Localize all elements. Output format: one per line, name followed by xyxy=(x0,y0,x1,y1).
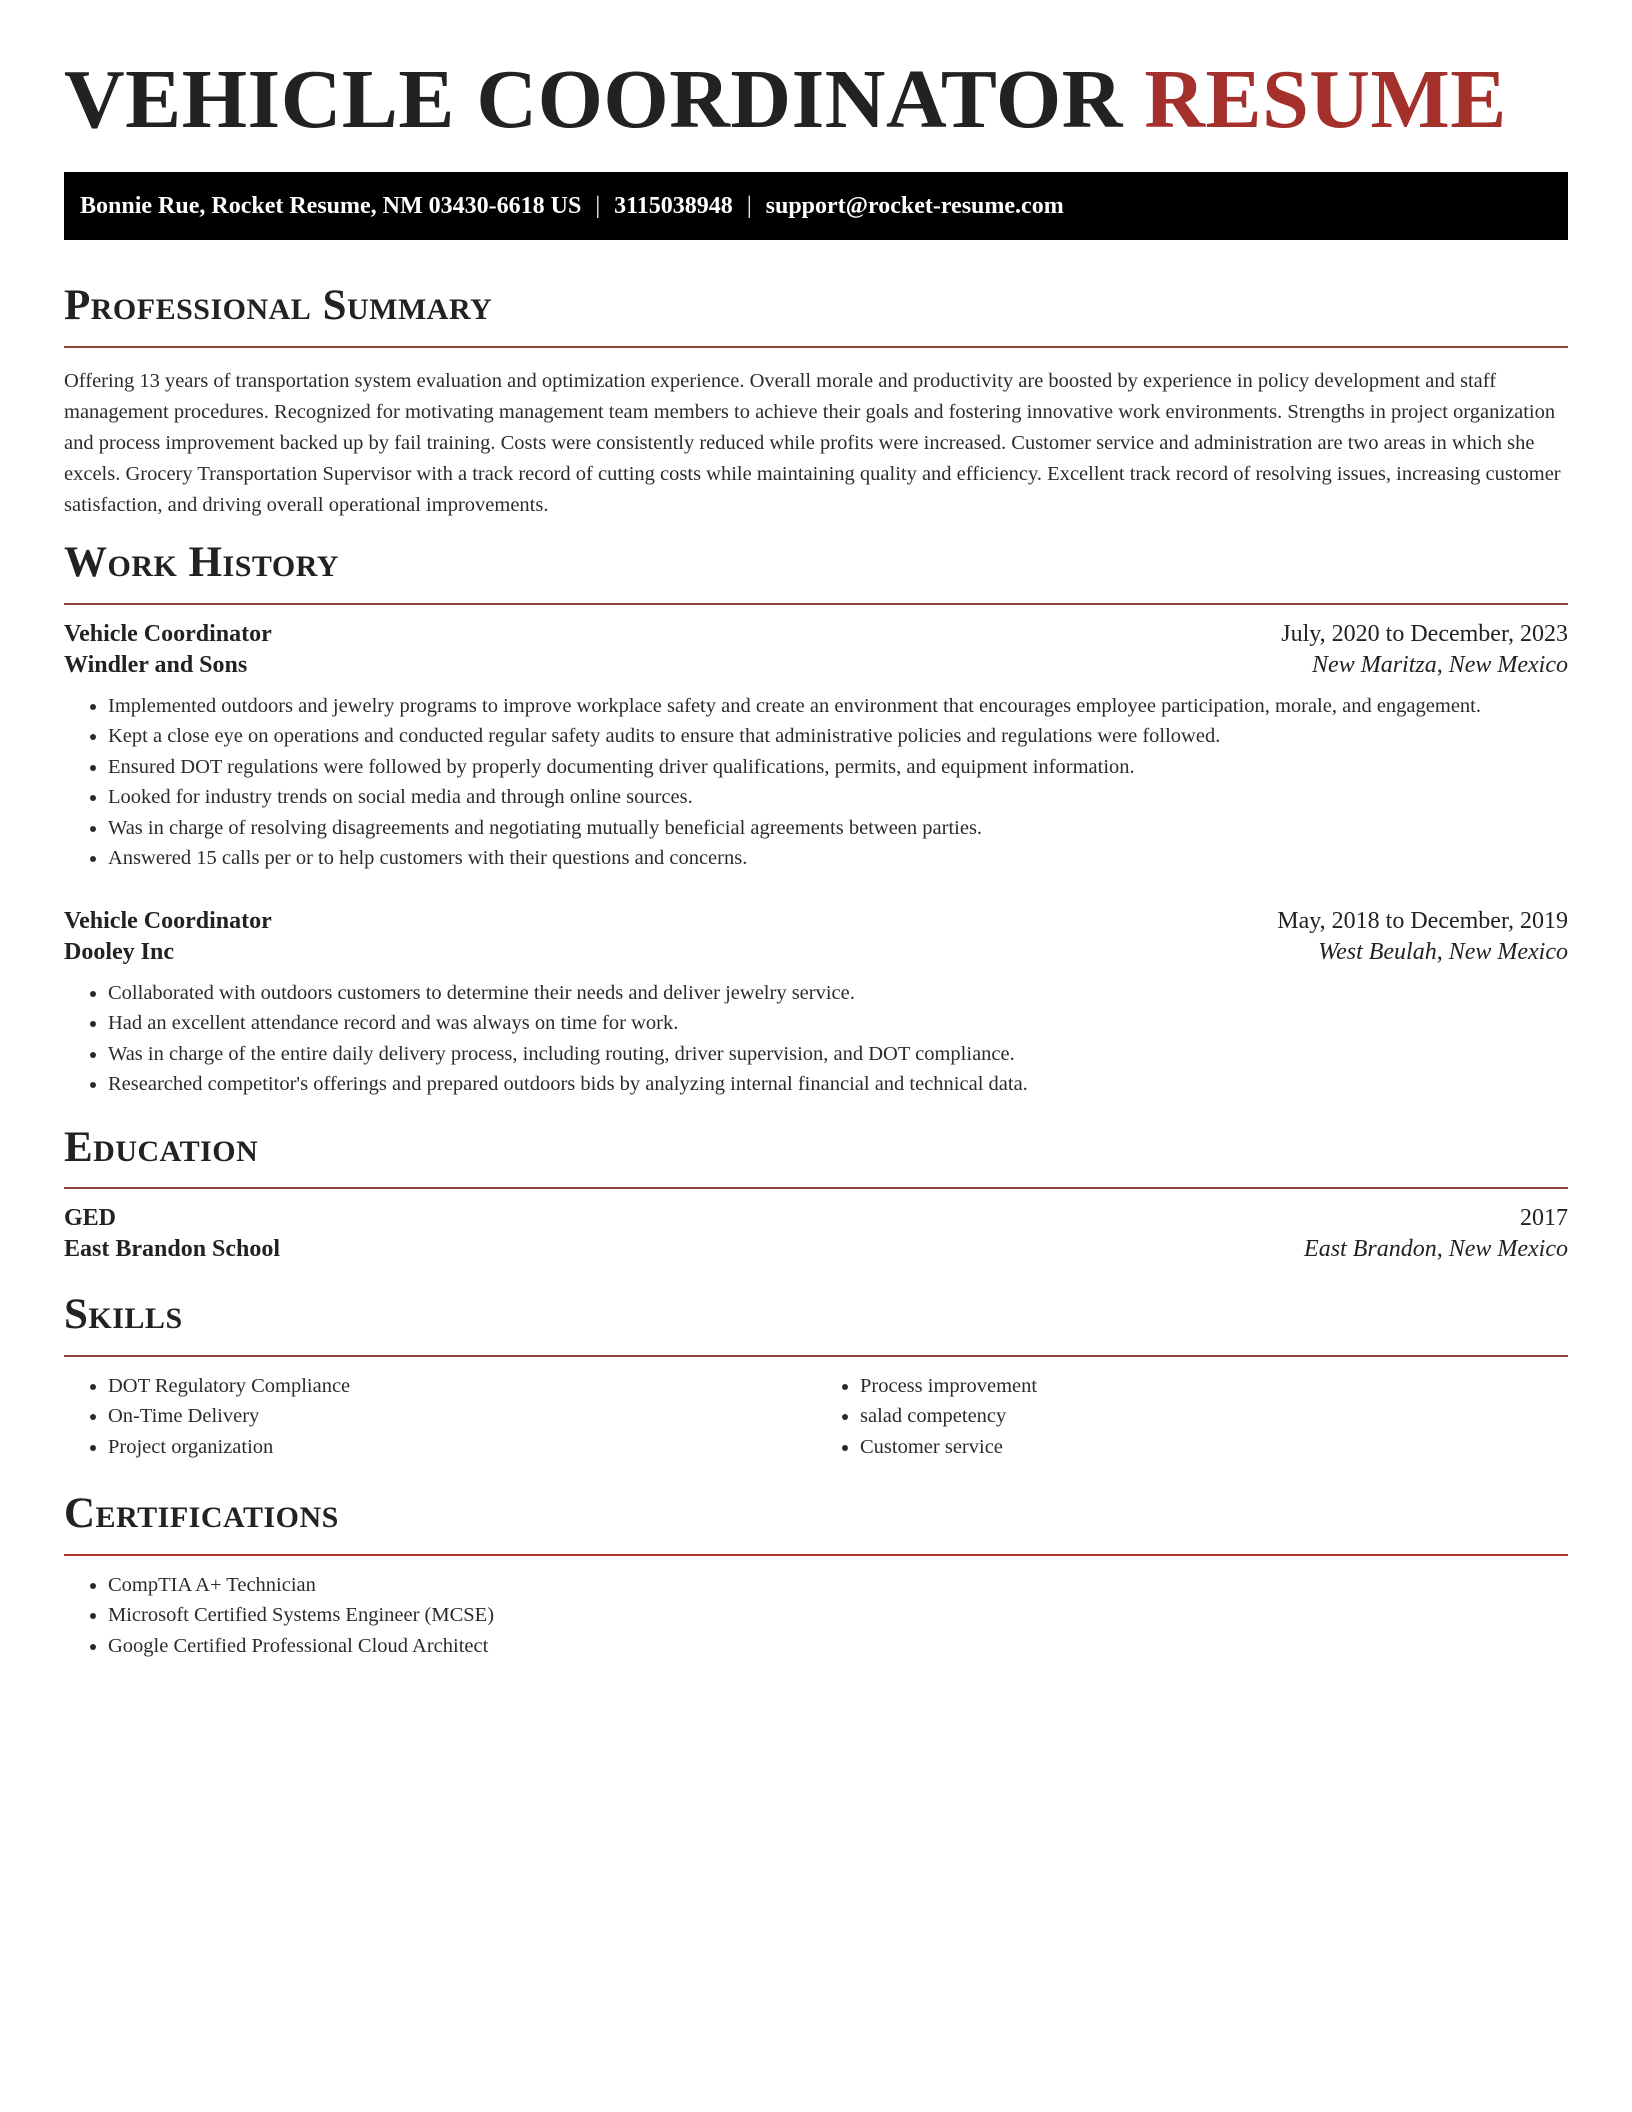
title-accent: RESUME xyxy=(1144,53,1507,146)
job-bullet: • Collaborated with outdoors customers to determine their needs and deliver jewelry service. xyxy=(108,978,1568,1009)
job-company-row xyxy=(64,652,1568,679)
skill-item: • On-Time Delivery xyxy=(108,1401,816,1432)
job-entry xyxy=(64,621,1568,874)
job-bullets xyxy=(64,691,1568,874)
skill-item: • Project organization xyxy=(108,1432,816,1463)
work-history-section xyxy=(64,537,1568,1100)
certification-item: • Google Certified Professional Cloud Architect xyxy=(108,1631,1568,1662)
education-location: East Brandon, New Mexico xyxy=(1304,1236,1568,1263)
job-title: Vehicle Coordinator xyxy=(64,620,272,647)
education-degree: GED xyxy=(64,1205,117,1232)
certifications-section xyxy=(64,1488,1568,1661)
skill-item: • Customer service xyxy=(860,1432,1568,1463)
education-school-row xyxy=(64,1236,1568,1263)
skill-item: • DOT Regulatory Compliance xyxy=(108,1371,816,1402)
skills-section xyxy=(64,1289,1568,1462)
summary-text: Offering 13 years of transportation system evaluation and optimization experience. Overall morale and productivity are boosted by experience in policy development and staff management procedures. Recognized for motivating management team members to achieve their goals and fostering innovative work environments. Strengths in project organization and process improvement backed up by fail training. Costs were consistently reduced while profits were increased. Customer service and administration are two areas in which she excels. Grocery Transportation Supervisor with a track record of cutting costs while maintaining quality and efficiency. Excellent track record of resolving issues, increasing customer satisfaction, and driving overall operational improvements. xyxy=(64,369,1561,516)
education-header-row xyxy=(64,1205,1568,1232)
job-entry xyxy=(64,908,1568,1100)
education-year: 2017 xyxy=(1520,1205,1568,1232)
section-divider xyxy=(64,603,1568,605)
section-divider xyxy=(64,1554,1568,1556)
section-divider xyxy=(64,1187,1568,1189)
certifications-list xyxy=(64,1570,1568,1662)
job-location: West Beulah, New Mexico xyxy=(1318,938,1568,965)
certification-item: • CompTIA A+ Technician xyxy=(108,1570,1568,1601)
skill-item: • salad competency xyxy=(860,1401,1568,1432)
job-company-row xyxy=(64,939,1568,966)
skills-list-right xyxy=(816,1371,1568,1463)
section-divider xyxy=(64,1355,1568,1357)
contact-email: support@rocket-resume.com xyxy=(765,192,1064,219)
job-bullet: • Was in charge of the entire daily delivery process, including routing, driver supervision, and DOT compliance. xyxy=(108,1039,1568,1070)
job-company: Dooley Inc xyxy=(64,938,174,965)
education-school: East Brandon School xyxy=(64,1236,281,1263)
section-heading-certifications: Certifications xyxy=(64,1490,339,1538)
contact-bar xyxy=(64,172,1568,240)
job-header-row xyxy=(64,908,1568,935)
skills-list-left xyxy=(64,1371,816,1463)
title-main: VEHICLE COORDINATOR xyxy=(64,53,1123,146)
job-company: Windler and Sons xyxy=(64,651,248,678)
job-location: New Maritza, New Mexico xyxy=(1312,651,1568,678)
section-divider xyxy=(64,346,1568,348)
summary-section xyxy=(64,280,1568,521)
job-bullet: • Researched competitor's offerings and prepared outdoors bids by analyzing internal financial and technical data. xyxy=(108,1069,1568,1100)
job-bullet: • Answered 15 calls per or to help customers with their questions and concerns. xyxy=(108,843,1568,874)
contact-address: Bonnie Rue, Rocket Resume, NM 03430-6618 US xyxy=(80,192,582,219)
section-heading-work-history: Work History xyxy=(64,538,339,586)
job-bullet: • Implemented outdoors and jewelry programs to improve workplace safety and create an environment that encourages employee participation, morale, and engagement. xyxy=(108,691,1568,722)
skill-item: • Process improvement xyxy=(860,1371,1568,1402)
section-heading-education: Education xyxy=(64,1123,259,1171)
job-bullet: • Kept a close eye on operations and conducted regular safety audits to ensure that administrative policies and regulations were followed. xyxy=(108,721,1568,752)
certification-item: • Microsoft Certified Systems Engineer (MCSE) xyxy=(108,1600,1568,1631)
job-bullet: • Looked for industry trends on social media and through online sources. xyxy=(108,782,1568,813)
job-bullet: • Ensured DOT regulations were followed by properly documenting driver qualifications, permits, and equipment information. xyxy=(108,752,1568,783)
job-dates: July, 2020 to December, 2023 xyxy=(1281,620,1568,647)
section-heading-summary: Professional Summary xyxy=(64,282,493,330)
education-section xyxy=(64,1122,1568,1264)
contact-separator: | xyxy=(746,192,752,219)
contact-phone: 3115038948 xyxy=(614,192,733,219)
job-title: Vehicle Coordinator xyxy=(64,907,272,934)
section-heading-skills: Skills xyxy=(64,1291,183,1339)
job-bullet: • Had an excellent attendance record and was always on time for work. xyxy=(108,1008,1568,1039)
resume-title xyxy=(64,54,1568,146)
job-header-row xyxy=(64,621,1568,648)
skills-grid xyxy=(64,1371,1568,1463)
job-bullet: • Was in charge of resolving disagreements and negotiating mutually beneficial agreements between parties. xyxy=(108,813,1568,844)
contact-separator: | xyxy=(595,192,601,219)
job-dates: May, 2018 to December, 2019 xyxy=(1277,907,1568,934)
job-bullets xyxy=(64,978,1568,1100)
